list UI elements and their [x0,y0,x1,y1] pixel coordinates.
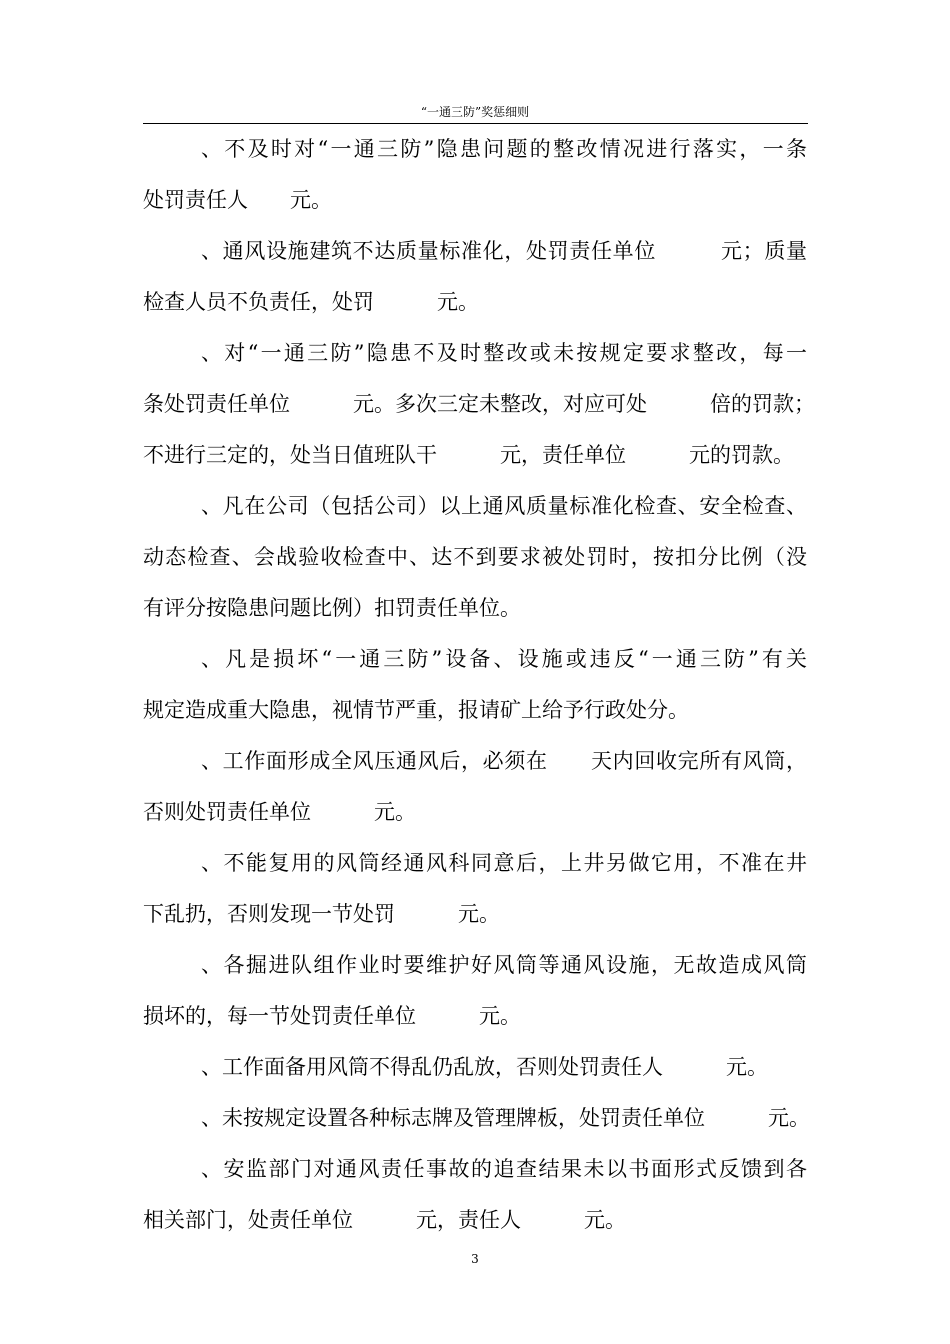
paragraph [143,481,807,634]
paragraph-line: 损坏的，每一节处罚责任单位 元。 [143,1004,521,1028]
paragraph-line: 、对“一通三防”隐患不及时整改或未按规定要求整改，每一 [201,341,807,365]
paragraph-line: 、工作面备用风筒不得乱仍乱放，否则处罚责任人 元。 [201,1055,768,1079]
paragraph [143,1144,807,1246]
header-title: “一通三防”奖惩细则 [420,105,530,119]
paragraph-line: 否则处罚责任单位 元。 [143,800,416,824]
paragraph-line: 、各掘进队组作业时要维护好风筒等通风设施，无故造成风筒 [201,953,807,977]
paragraph [143,1042,807,1093]
paragraph-line: 下乱扔，否则发现一节处罚 元。 [143,902,500,926]
paragraph [143,328,815,481]
paragraph-line: 条处罚责任单位 元。多次三定未整改，对应可处 倍的罚款； [143,392,815,416]
paragraph [143,124,807,226]
paragraph-line: 、未按规定设置各种标志牌及管理牌板，处罚责任单位 元。 [201,1106,810,1130]
paragraph [143,940,807,1042]
paragraph [143,736,807,838]
paragraph-line: 规定造成重大隐患，视情节严重，报请矿上给予行政处分。 [143,698,689,722]
paragraph-line: 、安监部门对通风责任事故的追查结果未以书面形式反馈到各 [201,1157,807,1181]
paragraph-line: 处罚责任人 元。 [143,188,332,212]
page-number: 3 [471,1252,479,1266]
paragraph-line: 有评分按隐患问题比例）扣罚责任单位。 [143,596,521,620]
paragraph-line: 、通风设施建筑不达质量标准化，处罚责任单位 元；质量 [201,239,807,263]
paragraph-line: 、工作面形成全风压通风后，必须在 天内回收完所有风筒， [201,749,807,773]
paragraph [143,634,807,736]
paragraph-line: 、不及时对“一通三防”隐患问题的整改情况进行落实，一条 [201,137,807,161]
paragraph-line: 检查人员不负责任，处罚 元。 [143,290,479,314]
paragraph-line: 不进行三定的，处当日值班队干 元，责任单位 元的罚款。 [143,443,794,467]
paragraph-line: 、不能复用的风筒经通风科同意后，上井另做它用，不准在井 [201,851,807,875]
paragraph [143,838,807,940]
paragraph-line: 动态检查、会战验收检查中、达不到要求被处罚时，按扣分比例（没 [143,545,807,569]
paragraph [143,1093,810,1144]
paragraph-line: 、凡在公司（包括公司）以上通风质量标准化检查、安全检查、 [201,494,807,518]
body-text [143,124,815,1246]
paragraph-line: 相关部门，处责任单位 元，责任人 元。 [143,1208,626,1232]
paragraph [143,226,807,328]
paragraph-line: 、凡是损坏“一通三防”设备、设施或违反“一通三防”有关 [201,647,807,671]
